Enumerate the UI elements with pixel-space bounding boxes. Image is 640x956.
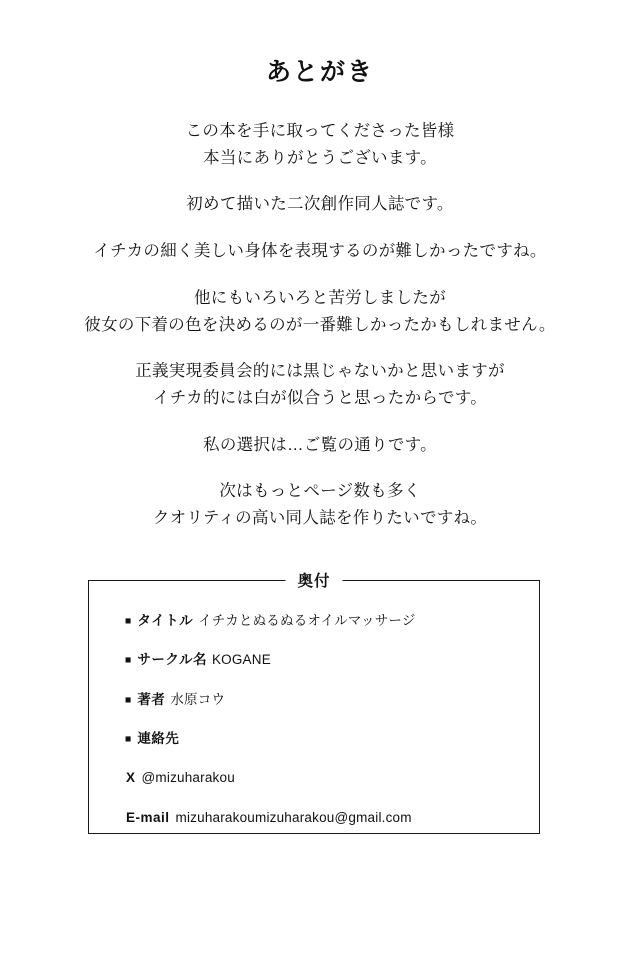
colophon-legend: 奥付 xyxy=(285,569,342,591)
colophon-box xyxy=(88,573,540,834)
square-bullet-icon: ■ xyxy=(125,654,132,667)
afterword-line: 私の選択は…ご覧の通りです。 xyxy=(203,435,437,454)
afterword-body xyxy=(0,118,640,532)
afterword-paragraph xyxy=(0,358,640,411)
colophon-value: イチカとぬるぬるオイルマッサージ xyxy=(198,613,416,628)
colophon-row-email xyxy=(125,808,509,828)
afterword-line: 初めて描いた二次創作同人誌です。 xyxy=(186,195,454,214)
afterword-paragraph xyxy=(0,118,640,171)
afterword-line: 本当にありがとうございます。 xyxy=(203,148,437,167)
square-bullet-icon: ■ xyxy=(125,732,132,745)
colophon-row-circle xyxy=(125,650,509,670)
afterword-paragraph xyxy=(0,478,640,531)
x-platform-label: X xyxy=(126,770,136,785)
x-handle: @mizuharakou xyxy=(141,770,235,785)
colophon-label: タイトル xyxy=(137,613,194,628)
colophon-label: 連絡先 xyxy=(137,730,180,746)
colophon-row-x xyxy=(125,768,509,788)
afterword-paragraph xyxy=(0,432,640,459)
afterword-line: 次はもっとページ数も多く xyxy=(219,482,421,501)
afterword-page xyxy=(0,52,640,956)
square-bullet-icon: ■ xyxy=(125,615,132,627)
afterword-paragraph xyxy=(0,238,640,265)
colophon-content xyxy=(89,581,539,829)
colophon-row-title xyxy=(125,611,509,631)
afterword-line: この本を手に取ってくださった皆様 xyxy=(185,122,455,140)
afterword-line: 正義実現委員会的には黒じゃないかと思いますが xyxy=(135,362,505,381)
page-title: あとがき xyxy=(265,58,374,86)
afterword-line: クオリティの高い同人誌を作りたいですね。 xyxy=(152,509,488,528)
email-label: E-mail xyxy=(126,810,170,826)
colophon-label: サークル名 xyxy=(137,652,207,668)
square-bullet-icon: ■ xyxy=(125,693,132,706)
afterword-paragraph xyxy=(0,285,640,338)
afterword-paragraph xyxy=(0,191,640,218)
colophon-label: 著者 xyxy=(137,691,166,707)
colophon-value: KOGANE xyxy=(211,652,271,668)
colophon-row-contact-heading xyxy=(125,729,509,749)
afterword-line: 彼女の下着の色を決めるのが一番難しかったかもしれません。 xyxy=(84,315,556,334)
afterword-line: 他にもいろいろと苦労しましたが xyxy=(194,288,446,307)
afterword-line: イチカの細く美しい身体を表現するのが難しかったですね。 xyxy=(93,242,547,261)
email-address: mizuharakoumizuharakou@gmail.com xyxy=(175,810,412,826)
colophon-row-author xyxy=(125,690,509,710)
afterword-line: イチカ的には白が似合うと思ったからです。 xyxy=(152,389,488,408)
colophon-value: 水原コウ xyxy=(170,691,226,707)
